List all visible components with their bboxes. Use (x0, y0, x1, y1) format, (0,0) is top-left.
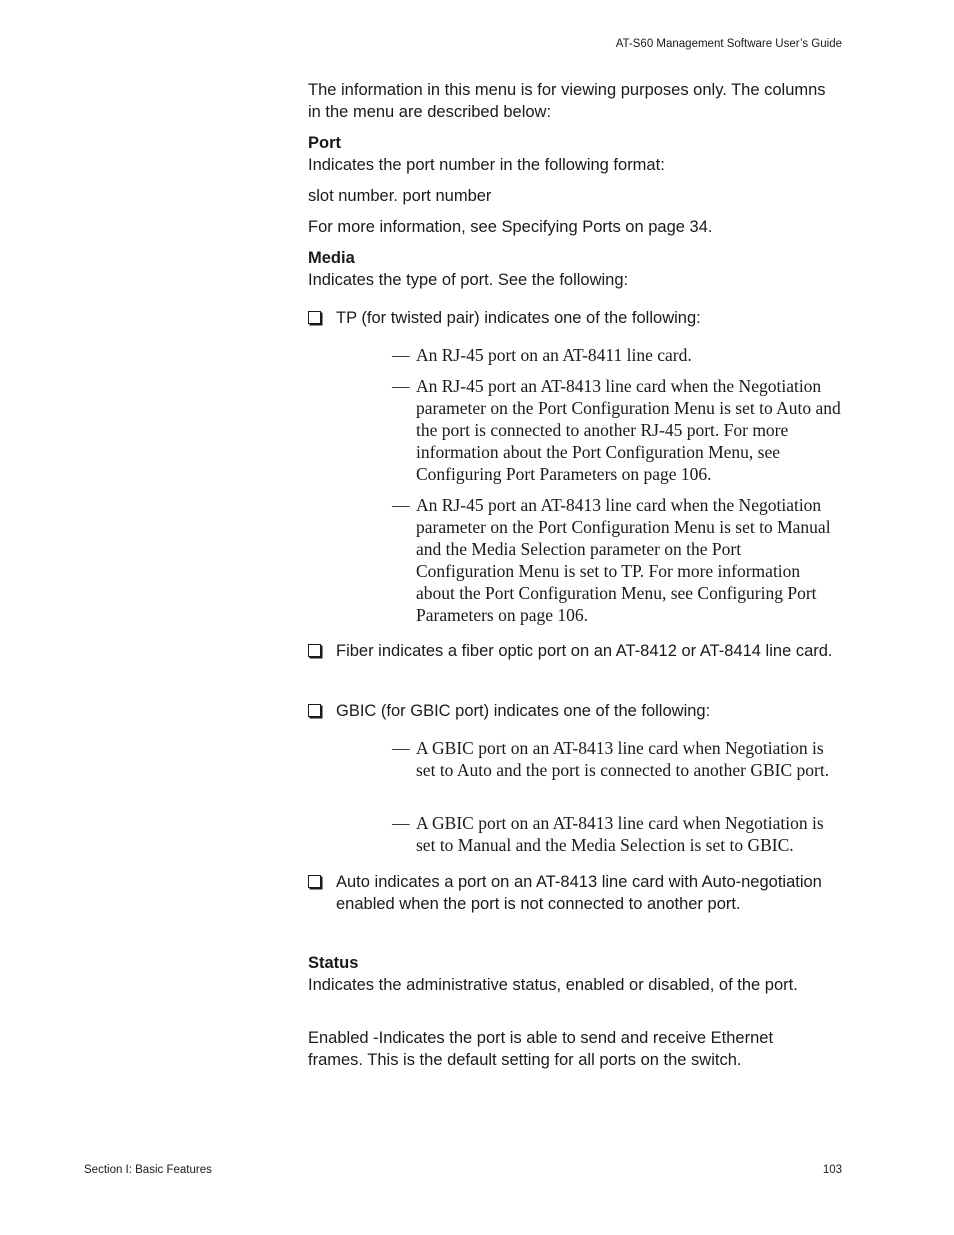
gbic-item-1-text: A GBIC port on an AT-8413 line card when Negotiation is set to Auto and the port is connected to another GBIC port. (416, 738, 830, 780)
page-number: 103 (822, 1164, 842, 1176)
status-heading: Status (308, 954, 359, 972)
checkbox-bullet-icon (308, 311, 321, 324)
gbic-item-2-text: A GBIC port on an AT-8413 line card when Negotiation is set to Manual and the Media Selection is set to GBIC. (416, 813, 824, 855)
em-dash-mark: — (392, 495, 410, 515)
port-description: Indicates the port number in the following format: (308, 156, 665, 174)
em-dash-mark: — (392, 738, 410, 758)
bullet-tp-text: TP (for twisted pair) indicates one of the following: (336, 309, 701, 327)
media-description: Indicates the type of port. See the following: (308, 271, 629, 289)
em-dash-mark: — (392, 345, 410, 365)
running-header: AT-S60 Management Software User’s Guide (615, 38, 842, 50)
port-more-info: For more information, see Specifying Ports on page 34. (308, 218, 713, 236)
footer-section: Section I: Basic Features (84, 1164, 212, 1176)
port-heading: Port (308, 134, 341, 152)
checkbox-bullet-icon (308, 875, 321, 888)
media-heading: Media (308, 249, 355, 267)
intro-paragraph: The information in this menu is for viewing purposes only. The columns in the menu are described below: (308, 81, 826, 121)
em-dash-mark: — (392, 376, 410, 396)
checkbox-bullet-icon (308, 704, 321, 717)
checkbox-bullet-icon (308, 644, 321, 657)
status-enabled: Enabled -Indicates the port is able to send and receive Ethernet frames. This is the default setting for all ports on the switch. (308, 1029, 774, 1069)
bullet-auto-text: Auto indicates a port on an AT-8413 line card with Auto-negotiation enabled when the port is not connected to another port. (336, 873, 822, 913)
status-description: Indicates the administrative status, enabled or disabled, of the port. (308, 976, 798, 994)
tp-item-3-text: An RJ-45 port an AT-8413 line card when the Negotiation parameter on the Port Configuration Menu is set to Manual and the Media Selection parameter on the Port Configuration Menu is set to TP. For more information about the Port Configuration Menu, see Configuring Port Parameters on page 106. (416, 495, 831, 625)
em-dash-mark: — (392, 813, 410, 833)
bullet-fiber-text: Fiber indicates a fiber optic port on an AT-8412 or AT-8414 line card. (336, 642, 833, 660)
bullet-gbic-text: GBIC (for GBIC port) indicates one of the following: (336, 702, 711, 720)
tp-item-2-text: An RJ-45 port an AT-8413 line card when the Negotiation parameter on the Port Configuration Menu is set to Auto and the port is connected to another RJ-45 port. For more information about the Port Configuration Menu, see Configuring Port Parameters on page 106. (416, 376, 841, 484)
tp-item-1-text: An RJ-45 port on an AT-8411 line card. (416, 345, 692, 365)
port-format: slot number. port number (308, 187, 492, 205)
